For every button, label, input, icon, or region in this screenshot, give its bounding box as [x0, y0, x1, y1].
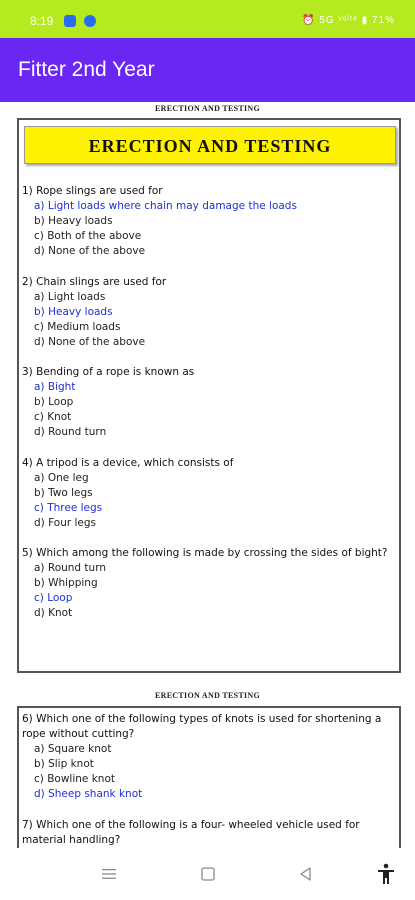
- answer-option: a) One leg: [34, 472, 89, 484]
- question-text: 1) Rope slings are used for: [22, 185, 163, 197]
- accessibility-button[interactable]: [374, 862, 398, 886]
- answer-option: b) Loop: [34, 396, 74, 408]
- accessibility-icon: [376, 863, 396, 885]
- question-text: 4) A tripod is a device, which consists of: [22, 457, 234, 469]
- answer-option: b) Two legs: [34, 487, 93, 499]
- document-viewer[interactable]: [0, 102, 415, 848]
- question-block: [22, 456, 398, 531]
- answer-option: c) Medium loads: [34, 321, 121, 333]
- answer-option: b) Whipping: [34, 577, 98, 589]
- answer-option-correct: a) Bight: [34, 381, 76, 393]
- answer-option: a) Square knot: [34, 743, 112, 755]
- question-block: [22, 184, 398, 259]
- back-button[interactable]: [294, 862, 318, 886]
- question-block: [22, 546, 398, 621]
- page-header: ERECTION AND TESTING: [155, 104, 260, 113]
- status-bar: [0, 0, 415, 38]
- answer-option: d) Round turn: [34, 426, 107, 438]
- answer-option: d) None of the above: [34, 336, 146, 348]
- answer-option-correct: c) Loop: [34, 592, 73, 604]
- app-bar: [0, 38, 415, 102]
- home-button[interactable]: [196, 862, 220, 886]
- question-text: 5) Which among the following is made by crossing the sides of bight?: [22, 547, 388, 559]
- app-title: Fitter 2nd Year: [18, 58, 155, 81]
- answer-option: d) Knot: [34, 607, 73, 619]
- back-icon: [298, 866, 314, 882]
- notification-app-icon: [84, 15, 96, 27]
- recent-apps-button[interactable]: [97, 862, 121, 886]
- question-block: [22, 365, 398, 440]
- notification-app-icon: [64, 15, 76, 27]
- document-page: [17, 118, 401, 673]
- question-block: [22, 818, 398, 848]
- answer-option: c) Both of the above: [34, 230, 142, 242]
- question-text: 2) Chain slings are used for: [22, 276, 167, 288]
- answer-option: b) Heavy loads: [34, 215, 113, 227]
- status-indicators: ⏰ 5G ᵛᵒˡᵗᵉ ▮ 71%: [302, 15, 395, 26]
- question-text: 7) Which one of the following is a four- wheeled vehicle used for material handling?: [22, 819, 360, 846]
- answer-option: a) Light loads: [34, 291, 106, 303]
- answer-option-correct: a) Light loads where chain may damage the loads: [34, 200, 297, 212]
- answer-option: b) Slip knot: [34, 758, 94, 770]
- question-text: 6) Which one of the following types of knots is used for shortening a rope without cutting?: [22, 713, 382, 740]
- question-text: 3) Bending of a rope is known as: [22, 366, 195, 378]
- answer-option-correct: d) Sheep shank knot: [34, 788, 143, 800]
- answer-option: a) Round turn: [34, 562, 106, 574]
- page-header: ERECTION AND TESTING: [155, 691, 260, 700]
- home-icon: [200, 866, 216, 882]
- answer-option: d) None of the above: [34, 245, 146, 257]
- answer-option-correct: b) Heavy loads: [34, 306, 113, 318]
- answer-option: c) Knot: [34, 411, 72, 423]
- status-time: 8:19: [30, 14, 54, 28]
- answer-option: c) Bowline knot: [34, 773, 115, 785]
- answer-option-correct: c) Three legs: [34, 502, 103, 514]
- banner-title: ERECTION AND TESTING: [24, 126, 396, 164]
- recent-apps-icon: [101, 867, 117, 881]
- document-page: [17, 706, 401, 848]
- answer-option: d) Four legs: [34, 517, 97, 529]
- navigation-bar: [0, 848, 415, 900]
- question-block: [22, 275, 398, 350]
- question-block: [22, 712, 398, 802]
